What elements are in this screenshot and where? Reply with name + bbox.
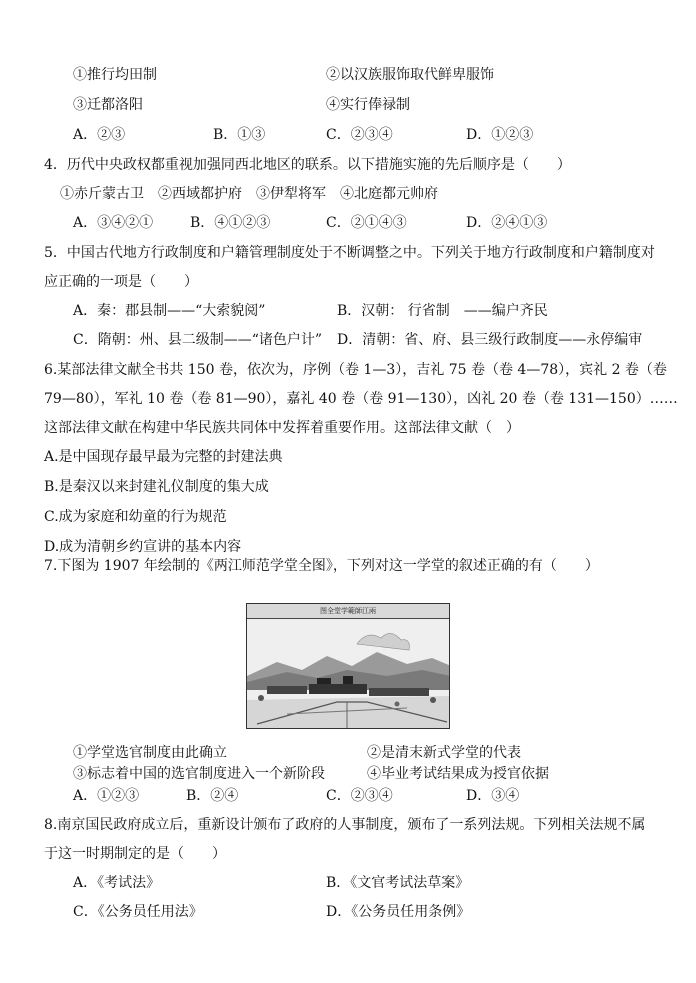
q6-choice-d: D.成为清朝乡约宣讲的基本内容 [44, 539, 242, 555]
q3-item-2: ②以汉族服饰取代鲜卑服饰 [326, 67, 494, 83]
q5-stem-line2: 应正确的一项是（ ） [44, 274, 198, 290]
q4-choice-c: C．②①④③ [326, 215, 407, 231]
q7-choice-c: C．②③④ [326, 788, 393, 804]
q6-stem-line3: 这部法律文献在构建中华民族共同体中发挥着重要作用。这部法律文献（ ） [44, 420, 520, 436]
q5-choice-a: A．秦：郡县制——“大索貌阅” [73, 303, 266, 319]
q3-choice-b: B．①③ [213, 127, 266, 143]
q3-choice-d: D．①②③ [466, 127, 534, 143]
q7-item-1: ①学堂选官制度由此确立 [73, 745, 227, 761]
q7-item-4: ④毕业考试结果成为授官依据 [367, 766, 549, 782]
figure-caption: 图全堂学範師江兩 [247, 604, 449, 619]
q8-choice-c: C．《公务员任用法》 [73, 904, 203, 920]
q6-choice-a: A.是中国现存最早最为完整的封建法典 [44, 449, 283, 465]
q6-choice-c: C.成为家庭和幼童的行为规范 [44, 509, 227, 525]
q6-choice-b: B.是秦汉以来封建礼仪制度的集大成 [44, 479, 269, 495]
q8-choice-d: D．《公务员任用条例》 [326, 904, 471, 920]
q3-item-3: ③迁都洛阳 [73, 97, 143, 113]
q7-stem: 7.下图为 1907 年绘制的《两江师范学堂全图》，下列对这一学堂的叙述正确的有（ ） [44, 558, 599, 574]
q4-choice-b: B．④①②③ [190, 215, 271, 231]
q7-choice-d: D．③④ [466, 788, 520, 804]
q5-stem-line1: 5．中国古代地方行政制度和户籍管理制度处于不断调整之中。下列关于地方行政制度和户籍制度对 [44, 245, 655, 261]
q3-item-4: ④实行俸禄制 [326, 97, 410, 113]
q3-choice-a: A．②③ [73, 127, 126, 143]
q8-stem-line1: 8.南京国民政府成立后，重新设计颁布了政府的人事制度，颁布了一系列法规。下列相关法规不属 [44, 817, 646, 833]
q4-choice-a: A．③④②① [73, 215, 154, 231]
q4-items: ①赤斤蒙古卫 ②西域都护府 ③伊犁将军 ④北庭都元帅府 [60, 186, 438, 202]
q7-choice-b: B．②④ [186, 788, 239, 804]
q5-choice-c: C．隋朝：州、县二级制——“诸色户计” [73, 332, 323, 348]
school-map-illustration [247, 604, 450, 729]
school-map-figure [246, 603, 450, 729]
q7-item-2: ②是清末新式学堂的代表 [367, 745, 521, 761]
q7-choice-a: A．①②③ [73, 788, 140, 804]
q8-choice-a: A．《考试法》 [73, 875, 161, 891]
q3-choice-c: C．②③④ [326, 127, 393, 143]
q4-stem: 4．历代中央政权都重视加强同西北地区的联系。以下措施实施的先后顺序是（ ） [44, 157, 571, 173]
q8-stem-line2: 于这一时期制定的是（ ） [44, 846, 226, 862]
q6-stem-line2: 79—80），军礼 10 卷（卷 81—90），嘉礼 40 卷（卷 91—130），凶礼 20 卷（卷 131—150）…… [44, 391, 678, 407]
q5-choice-b: B．汉朝： 行省制 ——编户齐民 [337, 303, 548, 319]
q5-choice-d: D．清朝：省、府、县三级行政制度——永停编审 [337, 332, 643, 348]
q6-stem-line1: 6.某部法律文献全书共 150 卷，依次为，序例（卷 1—3），吉礼 75 卷（卷 4—78），宾礼 2 卷（卷 [44, 362, 667, 378]
q7-item-3: ③标志着中国的选官制度进入一个新阶段 [73, 766, 325, 782]
q8-choice-b: B．《文官考试法草案》 [326, 875, 470, 891]
q3-item-1: ①推行均田制 [73, 67, 157, 83]
q4-choice-d: D．②④①③ [466, 215, 548, 231]
